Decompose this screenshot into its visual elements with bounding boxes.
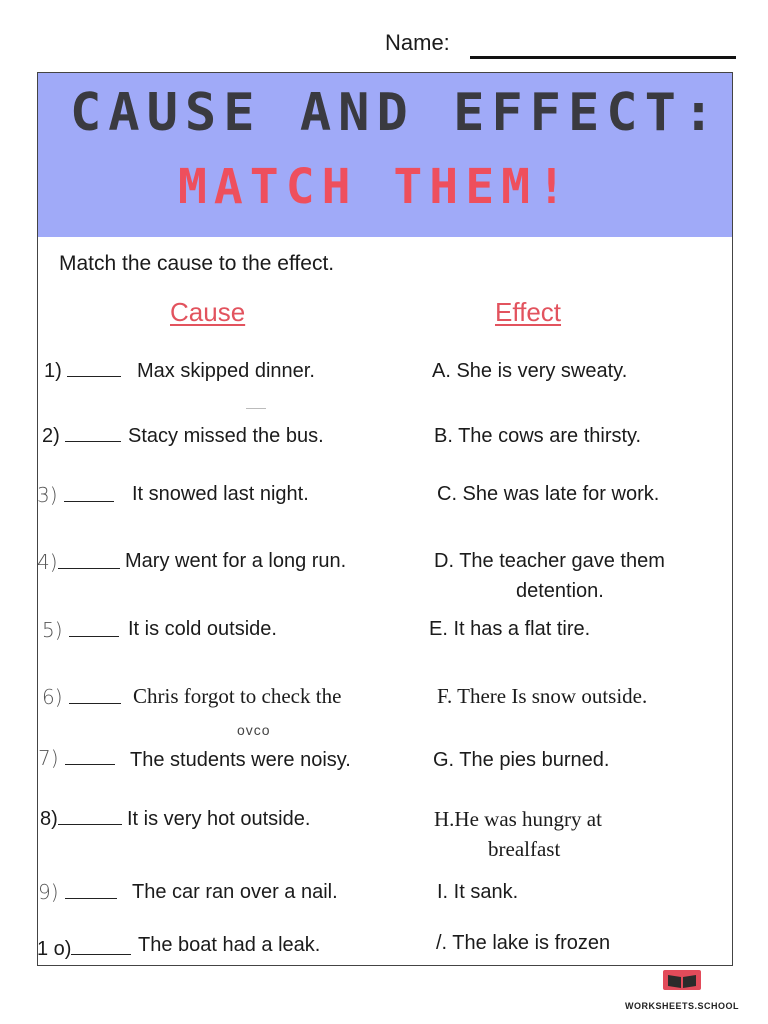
worksheets-school-logo (612, 968, 752, 1014)
subtitle: MATCH THEM! (178, 159, 573, 215)
answer-blank-8[interactable] (58, 810, 122, 825)
effect-h: H.He was hungry at (434, 807, 602, 831)
stray-mark (246, 408, 266, 409)
open-book-icon (662, 968, 702, 992)
effect-e: E. It has a flat tire. (429, 618, 591, 640)
row-7-number: 7) (38, 746, 115, 770)
answer-blank-10[interactable] (71, 940, 131, 955)
row-2-number: 2) (42, 425, 121, 448)
effect-j: /. The lake is frozen (436, 932, 611, 954)
row-9-number: 9) (38, 880, 117, 904)
cause-10: The boat had a leak. (138, 934, 321, 956)
worksheet (37, 72, 733, 966)
cause-9: The car ran over a nail. (132, 881, 338, 903)
cause-6-line2: ovco (237, 722, 271, 738)
effect-d: D. The teacher gave them (434, 550, 665, 572)
row-1-number: 1) (44, 360, 121, 383)
answer-blank-7[interactable] (65, 750, 115, 765)
cause-1: Max skipped dinner. (137, 360, 315, 382)
answer-blank-6[interactable] (69, 689, 121, 704)
effect-d-line2: detention. (516, 580, 604, 602)
title: CAUSE AND EFFECT: (70, 83, 722, 143)
answer-blank-9[interactable] (65, 884, 117, 899)
effect-b: B. The cows are thirsty. (434, 425, 642, 447)
logo-text: WORKSHEETS.SCHOOL (624, 1001, 739, 1011)
row-8-number: 8) (40, 808, 122, 831)
cause-3: It snowed last night. (132, 483, 309, 505)
cause-7: The students were noisy. (130, 749, 351, 771)
answer-blank-5[interactable] (69, 622, 119, 637)
row-3-number: 3) (37, 483, 114, 507)
cause-8: It is very hot outside. (127, 808, 311, 830)
row-10-number: 1 o) (37, 938, 131, 961)
answer-blank-4[interactable] (58, 554, 120, 569)
instructions: Match the cause to the effect. (59, 252, 335, 275)
name-label: Name: (385, 30, 450, 55)
cause-2: Stacy missed the bus. (128, 425, 324, 447)
cause-6: Chris forgot to check the (133, 684, 342, 708)
answer-blank-2[interactable] (65, 427, 121, 442)
cause-heading: Cause (170, 297, 246, 327)
effect-g: G. The pies burned. (433, 749, 610, 771)
effect-heading: Effect (495, 297, 562, 327)
title-banner (38, 73, 732, 237)
row-5-number: 5) (42, 618, 119, 642)
answer-blank-1[interactable] (67, 362, 121, 377)
row-6-number: 6) (42, 685, 121, 709)
cause-5: It is cold outside. (128, 618, 277, 640)
effect-f: F. There Is snow outside. (437, 684, 648, 708)
row-4-number: 4) (37, 550, 120, 574)
effect-a: A. She is very sweaty. (432, 360, 628, 382)
cause-4: Mary went for a long run. (125, 550, 347, 572)
answer-blank-3[interactable] (64, 487, 114, 502)
effect-i: I. It sank. (437, 881, 519, 903)
name-line[interactable] (470, 56, 736, 59)
effect-h-line2: brealfast (488, 837, 561, 861)
effect-c: C. She was late for work. (437, 483, 660, 505)
